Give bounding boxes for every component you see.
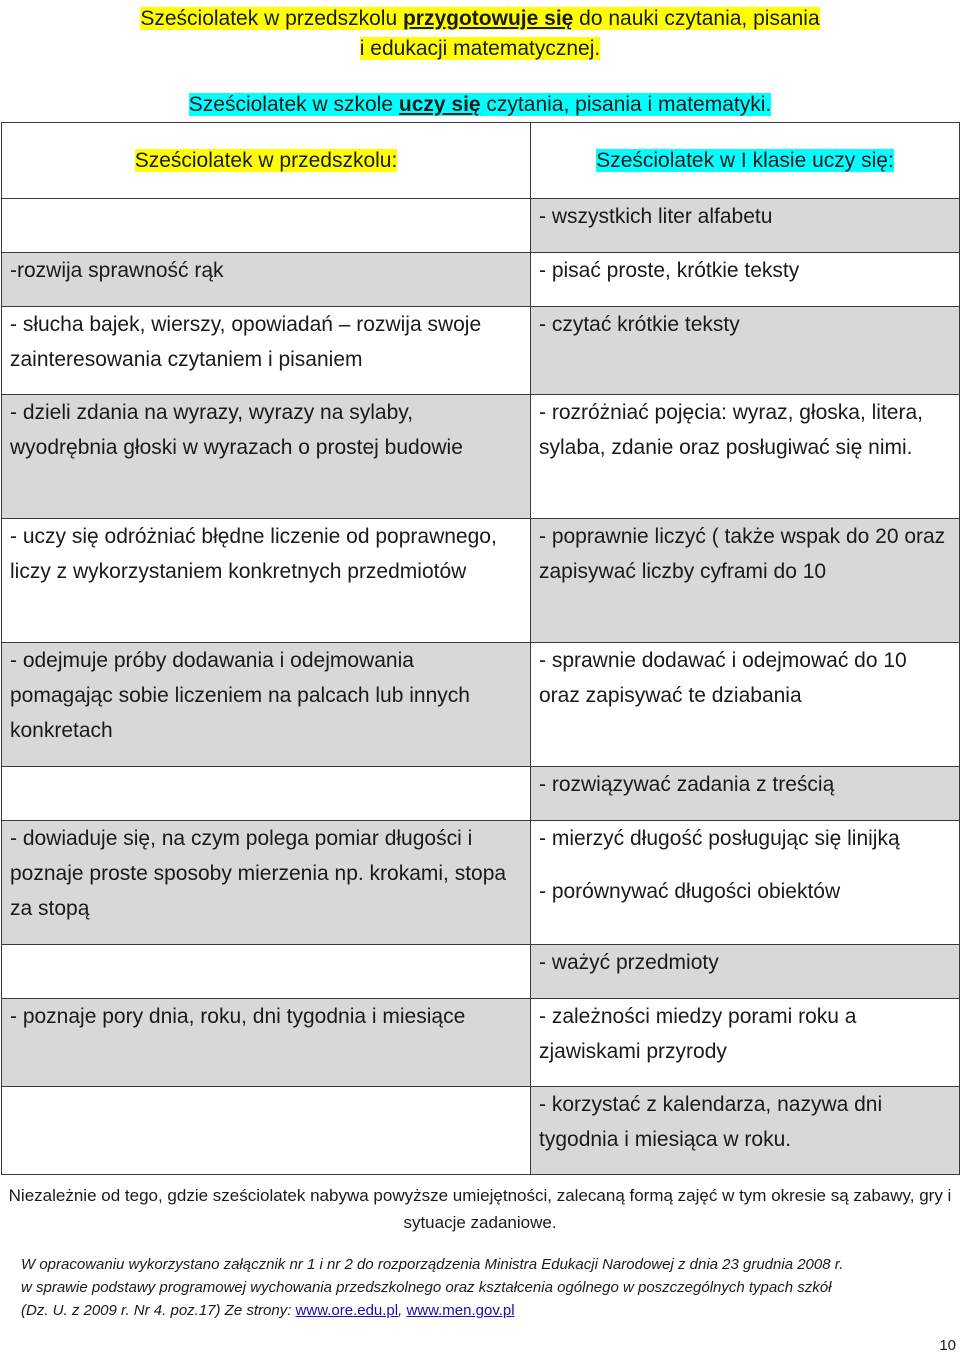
table-cell-right: - poprawnie liczyć ( także wspak do 20 oraz zapisywać liczby cyframi do 10 (531, 519, 960, 643)
link-separator: , (398, 1302, 407, 1319)
table-cell-left (2, 1087, 531, 1175)
header-line-2-text: Sześciolatek w szkole (188, 93, 399, 116)
table-cell-right: - zależności miedzy porami roku a zjawiskami przyrody (531, 999, 960, 1087)
table-cell-right: - sprawnie dodawać i odejmować do 10 oraz zapisywać te dziabania (531, 643, 960, 767)
link-ore[interactable]: www.ore.edu.pl (295, 1302, 399, 1319)
table-row (2, 643, 960, 767)
header-line-1 (0, 4, 960, 64)
table-cell-left: - odejmuje próby dodawania i odejmowania pomagając sobie liczeniem na palcach lub innych konkretach (2, 643, 531, 767)
table-cell-right-line-2: - porównywać długości obiektów (539, 880, 841, 903)
table-cell-left (2, 945, 531, 999)
table-cell-right: - ważyć przedmioty (531, 945, 960, 999)
table-row (2, 999, 960, 1087)
link-men[interactable]: www.men.gov.pl (406, 1302, 515, 1319)
table-row (2, 767, 960, 821)
table-cell-left (2, 199, 531, 253)
table-cell-left: - słucha bajek, wierszy, opowiadań – rozwija swoje zainteresowania czytaniem i pisaniem (2, 307, 531, 395)
table-row (2, 1087, 960, 1175)
column-header-first-grade: Sześciolatek w I klasie uczy się: (531, 123, 960, 199)
table-cell-right: - wszystkich liter alfabetu (531, 199, 960, 253)
table-row (2, 253, 960, 307)
header-line-1b: i edukacji matematycznej. (359, 37, 601, 60)
table-cell-right-line-1: - mierzyć długość posługując się linijką (539, 827, 900, 850)
table-cell-left: -rozwija sprawność rąk (2, 253, 531, 307)
header-line-2 (0, 90, 960, 120)
comparison-table (1, 122, 960, 1175)
table-cell-right: - pisać proste, krótkie teksty (531, 253, 960, 307)
table-cell-right: - korzystać z kalendarza, nazywa dni tygodnia i miesiąca w roku. (531, 1087, 960, 1175)
table-row (2, 307, 960, 395)
page-number: 10 (939, 1337, 956, 1354)
table-cell-right: - rozróżniać pojęcia: wyraz, głoska, litera, sylaba, zdanie oraz posługiwać się nimi. (531, 395, 960, 519)
table-cell-left: - dzieli zdania na wyrazy, wyrazy na sylaby, wyodrębnia głoski w wyrazach o prostej budowie (2, 395, 531, 519)
table-cell-right (531, 821, 960, 945)
table-cell-left: - poznaje pory dnia, roku, dni tygodnia i miesiące (2, 999, 531, 1087)
source-citation (21, 1253, 843, 1322)
source-line-1: W opracowaniu wykorzystano załącznik nr 1 i nr 2 do rozporządzenia Ministra Edukacji Narodowej z dnia 23 grudnia 2008 r. (21, 1256, 844, 1273)
source-line-3-text: (Dz. U. z 2009 r. Nr 4. poz.17) Ze strony: (21, 1302, 296, 1319)
header-line-1-text: Sześciolatek w przedszkolu (140, 7, 403, 30)
source-line-3 (21, 1299, 843, 1322)
table-header-row (2, 123, 960, 199)
table-row (2, 199, 960, 253)
source-line-2: w sprawie podstawy programowej wychowania przedszkolnego oraz kształcenia ogólnego w poszczególnych typach szkół (21, 1279, 832, 1296)
table-cell-right: - czytać krótkie teksty (531, 307, 960, 395)
header-line-2-text-end: czytania, pisania i matematyki. (480, 93, 772, 116)
table-cell-left (2, 767, 531, 821)
table-row (2, 945, 960, 999)
table-row (2, 821, 960, 945)
footer-note: Niezależnie od tego, gdzie sześciolatek nabywa powyższe umiejętności, zalecaną formą zajęć w tym okresie są zabawy, gry i sytuacje zadaniowe. (8, 1186, 952, 1232)
table-row (2, 519, 960, 643)
table-cell-right: - rozwiązywać zadania z treścią (531, 767, 960, 821)
header-line-2-emphasis: uczy się (398, 93, 481, 116)
header-line-1-text-end: do nauki czytania, pisania (573, 7, 820, 30)
table-cell-left: - uczy się odróżniać błędne liczenie od poprawnego, liczy z wykorzystaniem konkretnych przedmiotów (2, 519, 531, 643)
header-line-1-emphasis: przygotowuje się (402, 7, 574, 30)
column-header-preschool: Sześciolatek w przedszkolu: (2, 123, 531, 199)
table-row (2, 395, 960, 519)
table-cell-left: - dowiaduje się, na czym polega pomiar długości i poznaje proste sposoby mierzenia np. krokami, stopa za stopą (2, 821, 531, 945)
